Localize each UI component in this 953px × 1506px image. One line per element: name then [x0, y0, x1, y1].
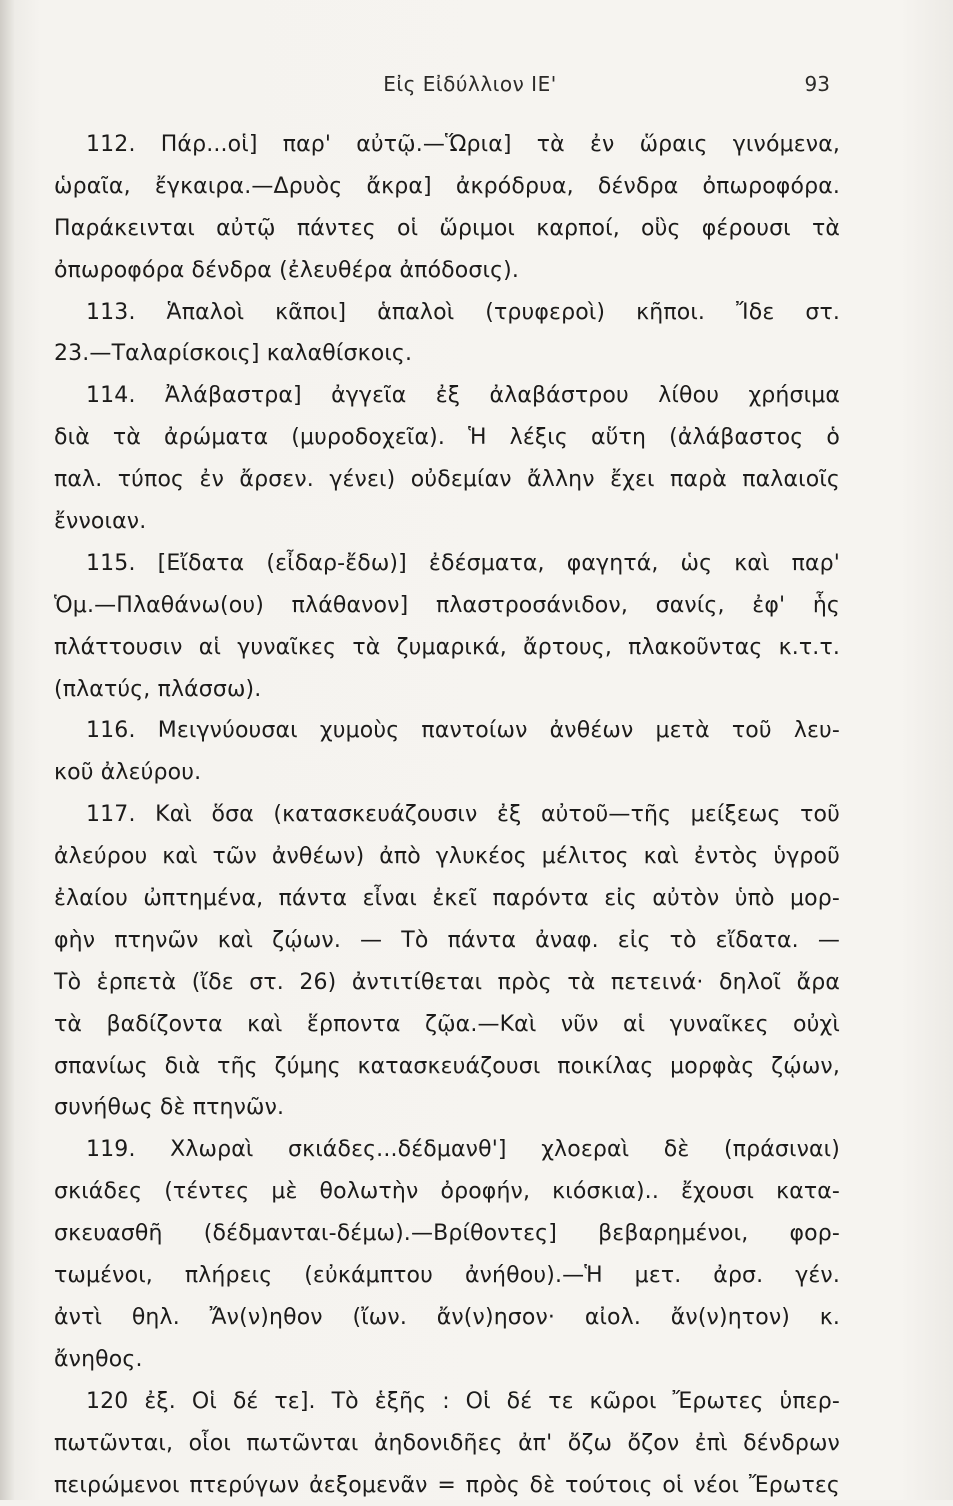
text-line: 117. Καὶ ὅσα (κατασκευάζουσιν ἐξ αὐτοῦ—τῆς μείξεως τοῦ: [54, 794, 840, 836]
commentary-text: [54, 124, 840, 1506]
text-line: Παράκεινται αὐτῷ πάντες οἱ ὥριμοι καρποί, οὓς φέρουσι τὰ: [54, 208, 840, 250]
text-line: 120 ἐξ. Οἱ δέ τε]. Τὸ ἑξῆς : Οἱ δέ τε κῶροι Ἔρωτες ὑπερ-: [54, 1381, 840, 1423]
text-line: πειρώμενοι πτερύγων ἀεξομενᾶν = πρὸς δὲ τούτοις οἱ νέοι Ἔρωτες: [54, 1465, 840, 1506]
text-line: 113. Ἁπαλοὶ κᾶποι] ἁπαλοὶ (τρυφεροὶ) κῆποι. Ἴδε στ.: [54, 292, 840, 334]
text-line: σκευασθῆ (δέδμανται-δέμω).—Βρίθοντες] βεβαρημένοι, φορ-: [54, 1213, 840, 1255]
text-line: (πλατύς, πλάσσω).: [54, 669, 840, 711]
running-head: Εἰς Εἰδύλλιον ΙΕ': [340, 72, 600, 96]
text-line: 115. [Εἴδατα (εἶδαρ-ἔδω)] ἐδέσματα, φαγητά, ὡς καὶ παρ': [54, 543, 840, 585]
text-line: τωμένοι, πλήρεις (εὐκάμπτου ἀνήθου).—Ἡ μετ. ἀρσ. γέν.: [54, 1255, 840, 1297]
text-line: ἀντὶ θηλ. Ἄν(ν)ηθον (ἴων. ἄν(ν)ησον· αἰολ. ἄν(ν)ητον) κ.: [54, 1297, 840, 1339]
text-line: πωτῶνται, οἷοι πωτῶνται ἀηδονιδῆες ἀπ' ὄζω ὄζον ἐπὶ δένδρων: [54, 1423, 840, 1465]
text-line: ἄνηθος.: [54, 1339, 840, 1381]
text-line: Ὁμ.—Πλαθάνω(ου) πλάθανον] πλαστροσάνιδον, σανίς, ἐφ' ἧς: [54, 585, 840, 627]
text-line: 114. Ἀλάβαστρα] ἀγγεῖα ἐξ ἀλαβάστρου λίθου χρήσιμα: [54, 375, 840, 417]
text-line: διὰ τὰ ἀρώματα (μυροδοχεῖα). Ἡ λέξις αὕτη (ἀλάβαστος ὁ: [54, 417, 840, 459]
page-header: [0, 72, 953, 102]
page-number: 93: [790, 72, 830, 96]
text-line: 112. Πάρ...οἱ] παρ' αὐτῷ.—Ὥρια] τὰ ἐν ὥραις γινόμενα,: [54, 124, 840, 166]
text-line: τὰ βαδίζοντα καὶ ἕρποντα ζῷα.—Καὶ νῦν αἱ γυναῖκες οὐχὶ: [54, 1004, 840, 1046]
text-line: 116. Μειγνύουσαι χυμοὺς παντοίων ἀνθέων μετὰ τοῦ λευ-: [54, 710, 840, 752]
text-line: ἔννοιαν.: [54, 501, 840, 543]
text-line: ὀπωροφόρα δένδρα (ἐλευθέρα ἀπόδοσις).: [54, 250, 840, 292]
text-line: ἐλαίου ὠπτημένα, πάντα εἶναι ἐκεῖ παρόντα εἰς αὐτὸν ὑπὸ μορ-: [54, 878, 840, 920]
text-line: ὡραῖα, ἔγκαιρα.—Δρυὸς ἄκρα] ἀκρόδρυα, δένδρα ὀπωροφόρα.: [54, 166, 840, 208]
text-line: ἀλεύρου καὶ τῶν ἀνθέων) ἀπὸ γλυκέος μέλιτος καὶ ἐντὸς ὑγροῦ: [54, 836, 840, 878]
text-line: συνήθως δὲ πτηνῶν.: [54, 1087, 840, 1129]
text-line: 119. Χλωραὶ σκιάδες...δέδμανθ'] χλοεραὶ δὲ (πράσιναι): [54, 1129, 840, 1171]
text-line: 23.—Ταλαρίσκοις] καλαθίσκοις.: [54, 333, 840, 375]
text-line: παλ. τύπος ἐν ἄρσεν. γένει) οὐδεμίαν ἄλλην ἔχει παρὰ παλαιοῖς: [54, 459, 840, 501]
text-line: Τὸ ἑρπετὰ (ἴδε στ. 26) ἀντιτίθεται πρὸς τὰ πετεινά· δηλοῖ ἄρα: [54, 962, 840, 1004]
text-line: φὴν πτηνῶν καὶ ζῴων. — Τὸ πάντα ἀναφ. εἰς τὸ εἴδατα. —: [54, 920, 840, 962]
page-gutter-shadow: [0, 0, 14, 1500]
text-line: κοῦ ἀλεύρου.: [54, 752, 840, 794]
text-line: πλάττουσιν αἱ γυναῖκες τὰ ζυμαρικά, ἄρτους, πλακοῦντας κ.τ.τ.: [54, 627, 840, 669]
text-line: σπανίως διὰ τῆς ζύμης κατασκευάζουσι ποικίλας μορφὰς ζῴων,: [54, 1046, 840, 1088]
text-line: σκιάδες (τέντες μὲ θολωτὴν ὀροφήν, κιόσκια).. ἔχουσι κατα-: [54, 1171, 840, 1213]
